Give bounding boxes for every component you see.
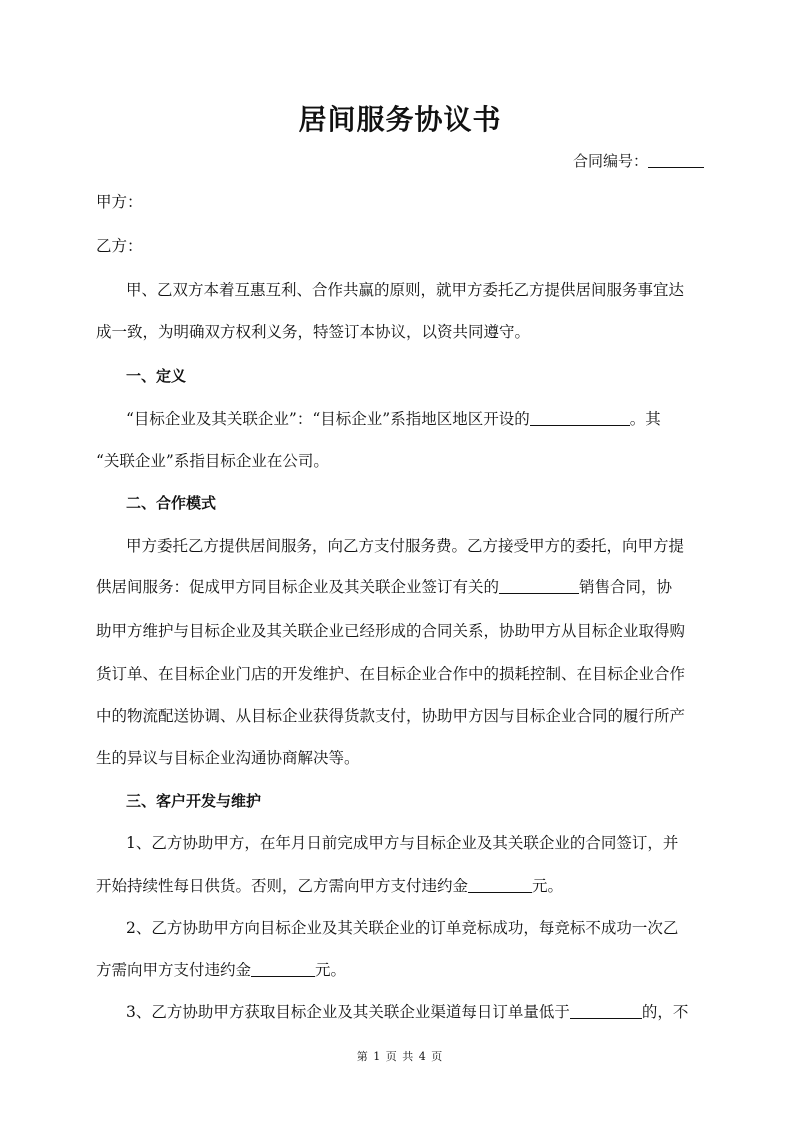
party-b: 乙方： [96, 237, 143, 255]
section3-item2-line-2 [96, 960, 706, 980]
section2-line-2 [96, 577, 706, 597]
section3-item2-line-1: 2、乙方协助甲方向目标企业及其关联企业的订单竞标成功，每竞标不成功一次乙 [126, 919, 679, 937]
item2-text-b: 元。 [315, 961, 347, 979]
section2-text-b: 销售合同，协 [579, 578, 673, 596]
item1-blank[interactable] [468, 876, 532, 893]
contract-number-blank[interactable] [648, 151, 704, 168]
page-footer: 第 1 页 共 4 页 [356, 1050, 444, 1063]
section2-blank[interactable] [499, 577, 579, 594]
section3-item3-line-1 [126, 1002, 706, 1022]
section1-text-a: “目标企业及其关联企业”：“目标企业”系指地区地区开设的 [126, 410, 530, 428]
section2-line-1: 甲方委托乙方提供居间服务，向乙方支付服务费。乙方接受甲方的委托，向甲方提 [126, 537, 685, 555]
section2-line-4: 货订单、在目标企业门店的开发维护、在目标企业合作中的损耗控制、在目标企业合作 [96, 665, 686, 683]
section1-text-b: 。其 [629, 410, 661, 428]
section3-item1-line-2 [96, 876, 706, 896]
contract-number-label: 合同编号： [572, 152, 648, 170]
item2-blank[interactable] [251, 960, 315, 977]
intro-line-1: 甲、乙双方本着互惠互利、合作共赢的原则，就甲方委托乙方提供居间服务事宜达 [126, 281, 685, 299]
item1-text-a: 开始持续性每日供货。否则，乙方需向甲方支付违约金 [96, 877, 469, 895]
section1-heading: 一、定义 [126, 367, 187, 385]
section1-line-1 [126, 409, 706, 429]
section3-heading: 三、客户开发与维护 [126, 792, 262, 810]
section2-line-6: 生的异议与目标企业沟通协商解决等。 [96, 749, 360, 767]
party-a: 甲方： [96, 193, 143, 211]
item1-text-b: 元。 [532, 877, 564, 895]
section1-blank[interactable] [530, 409, 630, 426]
section3-item1-line-1: 1、乙方协助甲方，在年月日前完成甲方与目标企业及其关联企业的合同签订，并 [126, 834, 679, 852]
section2-heading: 二、合作模式 [126, 494, 217, 512]
document-title: 居间服务协议书 [298, 103, 502, 136]
section2-line-3: 助甲方维护与目标企业及其关联企业已经形成的合同关系，协助甲方从目标企业取得购 [96, 622, 686, 640]
contract-number [573, 150, 704, 171]
item3-text-a: 3、乙方协助甲方获取目标企业及其关联企业渠道每日订单量低于 [126, 1003, 570, 1021]
item3-text-b: 的，不 [641, 1003, 689, 1021]
intro-line-2: 成一致，为明确双方权利义务，特签订本协议，以资共同遵守。 [96, 323, 531, 341]
section2-text-a: 供居间服务：促成甲方同目标企业及其关联企业签订有关的 [96, 578, 500, 596]
section1-line-2: “关联企业”系指目标企业在公司。 [96, 452, 329, 470]
section2-line-5: 中的物流配送协调、从目标企业获得货款支付，协助甲方因与目标企业合同的履行所产 [96, 707, 686, 725]
item2-text-a: 方需向甲方支付违约金 [96, 961, 252, 979]
item3-blank[interactable] [570, 1002, 642, 1019]
